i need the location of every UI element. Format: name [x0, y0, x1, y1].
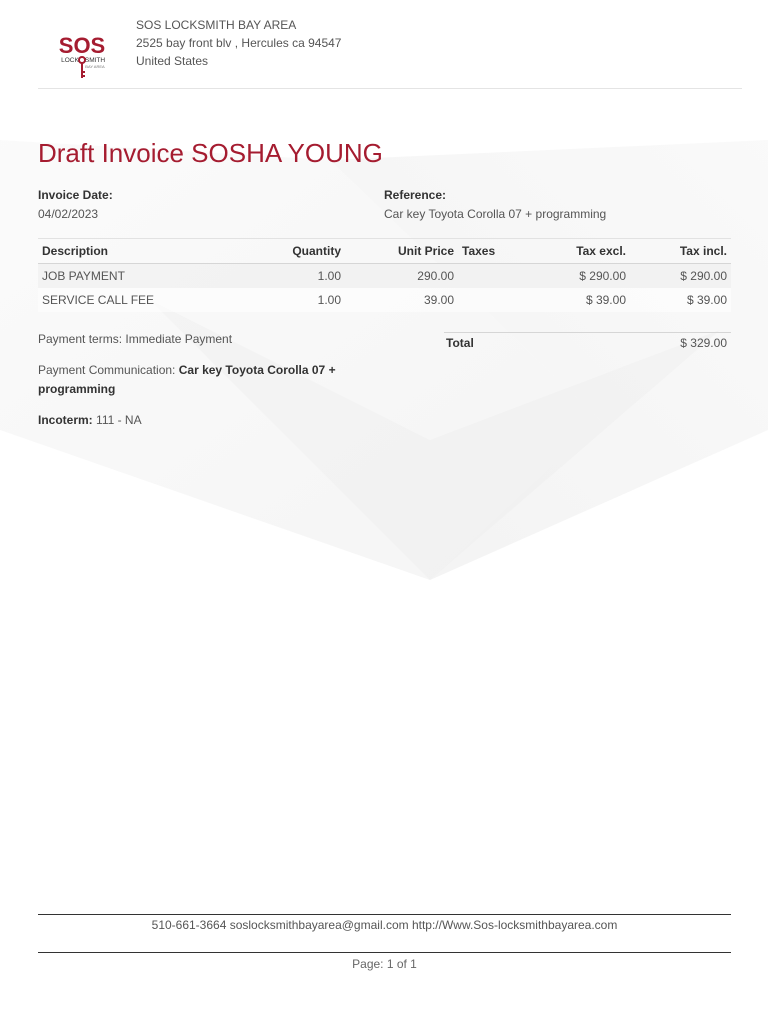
company-info — [136, 16, 341, 70]
row-description: JOB PAYMENT — [38, 264, 243, 289]
row-tax-incl: $ 39.00 — [630, 288, 731, 312]
total-divider — [444, 332, 731, 333]
payment-communication — [38, 361, 378, 399]
row-taxes — [458, 264, 538, 289]
svg-text:BAY AREA: BAY AREA — [85, 64, 105, 69]
header-taxes: Taxes — [458, 239, 538, 264]
footer-divider-bottom — [38, 952, 731, 953]
svg-text:SOS: SOS — [58, 34, 106, 58]
invoice-date-value: 04/02/2023 — [38, 207, 99, 221]
row-unit-price: 290.00 — [345, 264, 458, 289]
footer-contact: 510-661-3664 soslocksmithbayarea@gmail.com http://Www.Sos-locksmithbayarea.com — [151, 918, 618, 932]
row-description: SERVICE CALL FEE — [38, 288, 243, 312]
table-row — [38, 288, 731, 312]
incoterm-value: 111 - NA — [96, 413, 142, 427]
invoice-lines-table — [38, 238, 731, 312]
payment-communication-value: Car key Toyota Corolla 07 + programming — [38, 363, 336, 396]
row-tax-excl: $ 39.00 — [538, 288, 630, 312]
page-number: Page: 1 of 1 — [352, 957, 417, 971]
company-address: 2525 bay front blv , Hercules ca 94547 — [136, 36, 342, 50]
payment-terms: Payment terms: Immediate Payment — [38, 332, 233, 346]
header-tax-incl: Tax incl. — [630, 239, 731, 264]
invoice-title: Draft Invoice SOSHA YOUNG — [38, 138, 383, 168]
incoterm-label: Incoterm: — [38, 413, 93, 427]
table-header-row — [38, 239, 731, 264]
row-tax-excl: $ 290.00 — [538, 264, 630, 289]
reference-block — [384, 186, 606, 224]
invoice-date-block — [38, 186, 113, 224]
footer-divider-top — [38, 914, 731, 915]
reference-label: Reference: — [384, 188, 447, 202]
header-tax-excl: Tax excl. — [538, 239, 630, 264]
total-value: $ 329.00 — [680, 336, 727, 350]
header-quantity: Quantity — [243, 239, 345, 264]
reference-value: Car key Toyota Corolla 07 + programming — [384, 207, 607, 221]
header-divider — [38, 88, 742, 89]
row-unit-price: 39.00 — [345, 288, 458, 312]
row-taxes — [458, 288, 538, 312]
incoterm — [38, 411, 378, 430]
company-logo — [50, 34, 114, 82]
company-country: United States — [136, 54, 209, 68]
row-tax-incl: $ 290.00 — [630, 264, 731, 289]
invoice-notes — [38, 330, 378, 442]
company-name: SOS LOCKSMITH BAY AREA — [136, 18, 297, 32]
table-row — [38, 264, 731, 289]
row-quantity: 1.00 — [243, 288, 345, 312]
header-unit-price: Unit Price — [345, 239, 458, 264]
invoice-date-label: Invoice Date: — [38, 188, 113, 202]
row-quantity: 1.00 — [243, 264, 345, 289]
header-description: Description — [38, 239, 243, 264]
svg-text:SMITH: SMITH — [84, 57, 106, 64]
svg-text:LOCK: LOCK — [61, 57, 79, 64]
payment-communication-label: Payment Communication: — [38, 363, 176, 377]
key-icon — [79, 57, 85, 78]
total-label: Total — [446, 336, 474, 350]
